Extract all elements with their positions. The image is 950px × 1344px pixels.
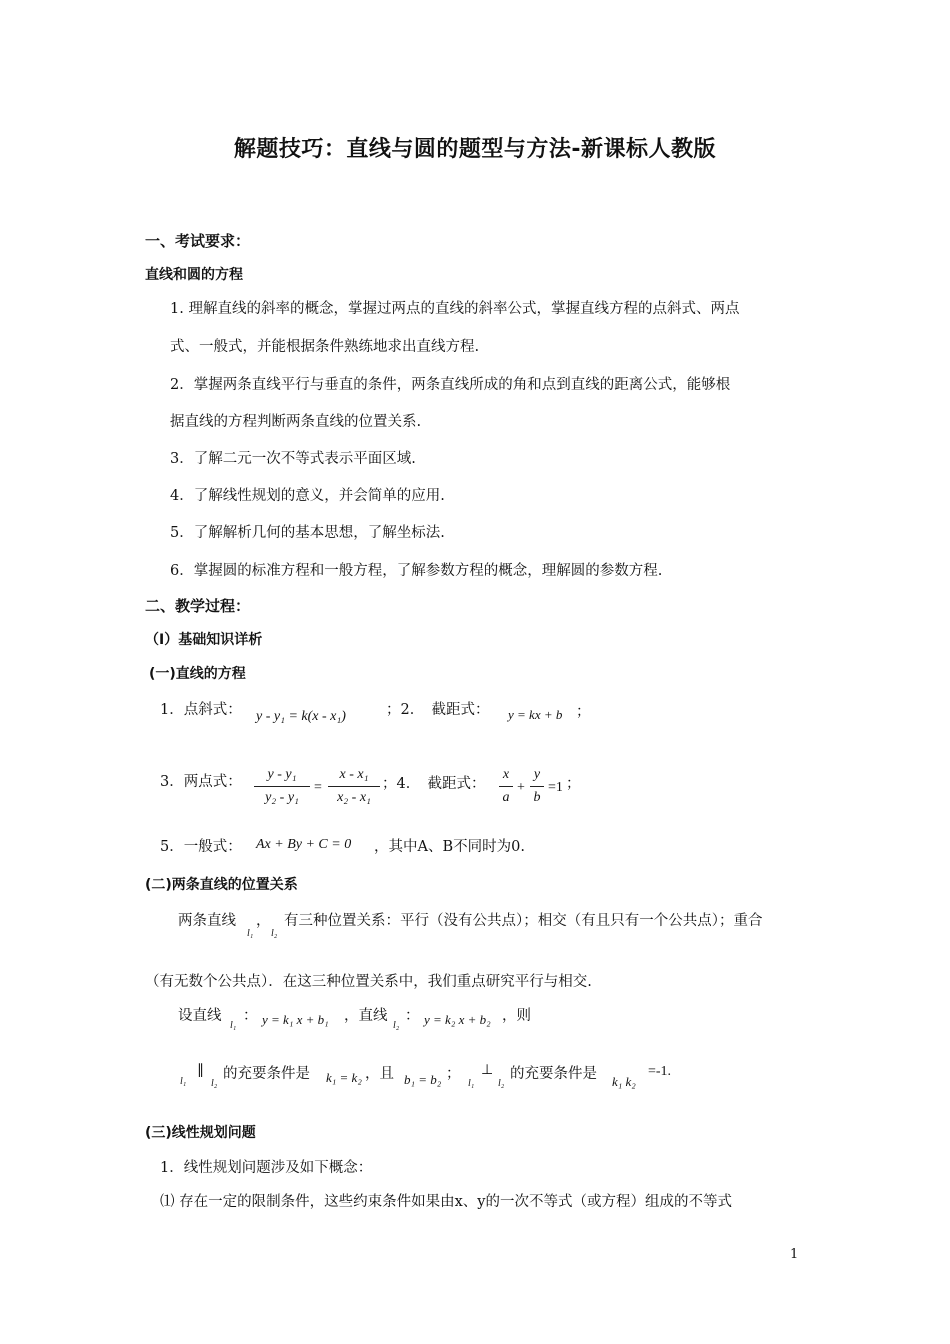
requirement-6: 6．掌握圆的标准方程和一般方程，了解参数方程的概念，理解圆的参数方程. xyxy=(170,563,663,579)
formula-separator: ； xyxy=(566,776,581,792)
general-form-label: 5．一般式： xyxy=(160,839,242,855)
general-form-note: ，其中A、B不同时为0. xyxy=(374,839,525,855)
equals-one: =1 xyxy=(548,780,563,795)
fraction-denominator: y₂ - y₁ xyxy=(265,790,299,805)
intercept-condition: b₁ = b₂ xyxy=(404,1072,442,1087)
colon: ： xyxy=(243,1008,258,1024)
set-lines-text-2: ，直线 xyxy=(344,1008,388,1024)
requirement-5: 5．了解解析几何的基本思想，了解坐标法. xyxy=(170,525,445,541)
intercept-fraction-y xyxy=(530,767,544,806)
line-l2: l₂ xyxy=(498,1078,505,1089)
slope-product: k₁ k₂ xyxy=(612,1074,636,1089)
relation-text-b: 有三种位置关系：平行（没有公共点）；相交（有且只有一个公共点）；重合 xyxy=(284,913,763,929)
colon: ： xyxy=(405,1008,420,1024)
part-heading-basics: （Ⅰ）基础知识详析 xyxy=(145,632,263,648)
equals-sign: = xyxy=(314,780,322,795)
point-slope-label: 1．点斜式： xyxy=(160,702,242,718)
relation-text-a: 两条直线 xyxy=(178,913,236,929)
two-point-label: 3．两点式： xyxy=(160,774,242,790)
line-l1: l₁ xyxy=(247,928,254,939)
linear-programming-item-1: 1．线性规划问题涉及如下概念： xyxy=(160,1160,373,1176)
point-slope-formula: y - y₁ = k(x - x₁) xyxy=(256,709,346,724)
line-l2-equation: y = k₂ x + b₂ xyxy=(424,1012,491,1027)
subsection-heading-line-relations: (二)两条直线的位置关系 xyxy=(145,877,298,893)
slope-product-value: =-1. xyxy=(648,1064,672,1079)
perpendicular-symbol: ⊥ xyxy=(481,1063,494,1078)
requirement-4: 4．了解线性规划的意义，并会简单的应用. xyxy=(170,488,445,504)
fraction-numerator: y xyxy=(533,767,541,782)
subsection-heading-line-equation: (一)直线的方程 xyxy=(149,666,246,682)
relation-text-line2: （有无数个公共点）．在这三种位置关系中，我们重点研究平行与相交. xyxy=(145,974,592,990)
two-point-fraction-x xyxy=(328,767,380,806)
line-l2: l₂ xyxy=(271,928,278,939)
page-title: 解题技巧：直线与圆的题型与方法-新课标人教版 xyxy=(233,137,717,162)
requirement-2-line1: 2．掌握两条直线平行与垂直的条件，两条直线所成的角和点到直线的距离公式，能够根 xyxy=(170,377,731,393)
requirement-1-line2: 式、一般式，并能根据条件熟练地求出直线方程. xyxy=(170,339,480,355)
parallel-condition-text: 的充要条件是 xyxy=(223,1066,310,1082)
line-l2: l₂ xyxy=(393,1020,400,1031)
fraction-numerator: x - x₁ xyxy=(339,767,369,782)
fraction-denominator: b xyxy=(533,790,541,805)
formula-separator: ； xyxy=(576,704,591,720)
slope-intercept-label: ；2． 截距式： xyxy=(386,702,490,718)
fraction-bar xyxy=(530,786,544,787)
parallel-slope-condition: k₁ = k₂ xyxy=(326,1070,362,1085)
set-lines-text: 设直线 xyxy=(178,1008,222,1024)
subsection-heading-line-circle: 直线和圆的方程 xyxy=(145,267,243,283)
line-l2: l₂ xyxy=(211,1078,218,1089)
intercept-form-label: ；4． 截距式： xyxy=(382,776,486,792)
fraction-bar xyxy=(254,786,310,787)
requirement-1-line1: 1. 理解直线的斜率的概念，掌握过两点的直线的斜率公式，掌握直线方程的点斜式、两点 xyxy=(170,301,740,317)
linear-programming-item-2: ⑴ 存在一定的限制条件，这些约束条件如果由x、y的一次不等式（或方程）组成的不等式 xyxy=(160,1194,732,1210)
requirement-3: 3．了解二元一次不等式表示平面区域. xyxy=(170,451,416,467)
line-l1-equation: y = k₁ x + b₁ xyxy=(262,1012,329,1027)
set-lines-text-3: ，则 xyxy=(502,1008,531,1024)
line-l1: l₁ xyxy=(180,1076,187,1087)
perpendicular-condition-text: 的充要条件是 xyxy=(510,1066,597,1082)
plus-sign: + xyxy=(517,780,525,795)
fraction-bar xyxy=(499,786,513,787)
section-heading-requirements: 一、考试要求： xyxy=(145,232,251,250)
semicolon: ； xyxy=(446,1066,461,1082)
section-heading-teaching: 二、教学过程： xyxy=(145,597,251,615)
fraction-denominator: x₂ - x₁ xyxy=(337,790,371,805)
intercept-fraction-x xyxy=(499,767,513,806)
two-point-fraction-y xyxy=(254,767,310,806)
subsection-heading-linear-programming: (三)线性规划问题 xyxy=(145,1125,256,1141)
fraction-denominator: a xyxy=(502,790,510,805)
line-l1: l₁ xyxy=(468,1078,475,1089)
requirement-2-line2: 据直线的方程判断两条直线的位置关系. xyxy=(170,414,422,430)
and-text: ，且 xyxy=(365,1066,394,1082)
fraction-bar xyxy=(328,786,380,787)
page-number: 1 xyxy=(790,1247,799,1262)
general-form-formula: Ax + By + C = 0 xyxy=(256,837,352,852)
line-l1: l₁ xyxy=(230,1020,237,1031)
slope-intercept-formula: y = kx + b xyxy=(508,707,563,722)
comma: ， xyxy=(256,913,271,929)
fraction-numerator: y - y₁ xyxy=(267,767,297,782)
fraction-numerator: x xyxy=(502,767,510,782)
parallel-symbol: ∥ xyxy=(197,1063,204,1078)
